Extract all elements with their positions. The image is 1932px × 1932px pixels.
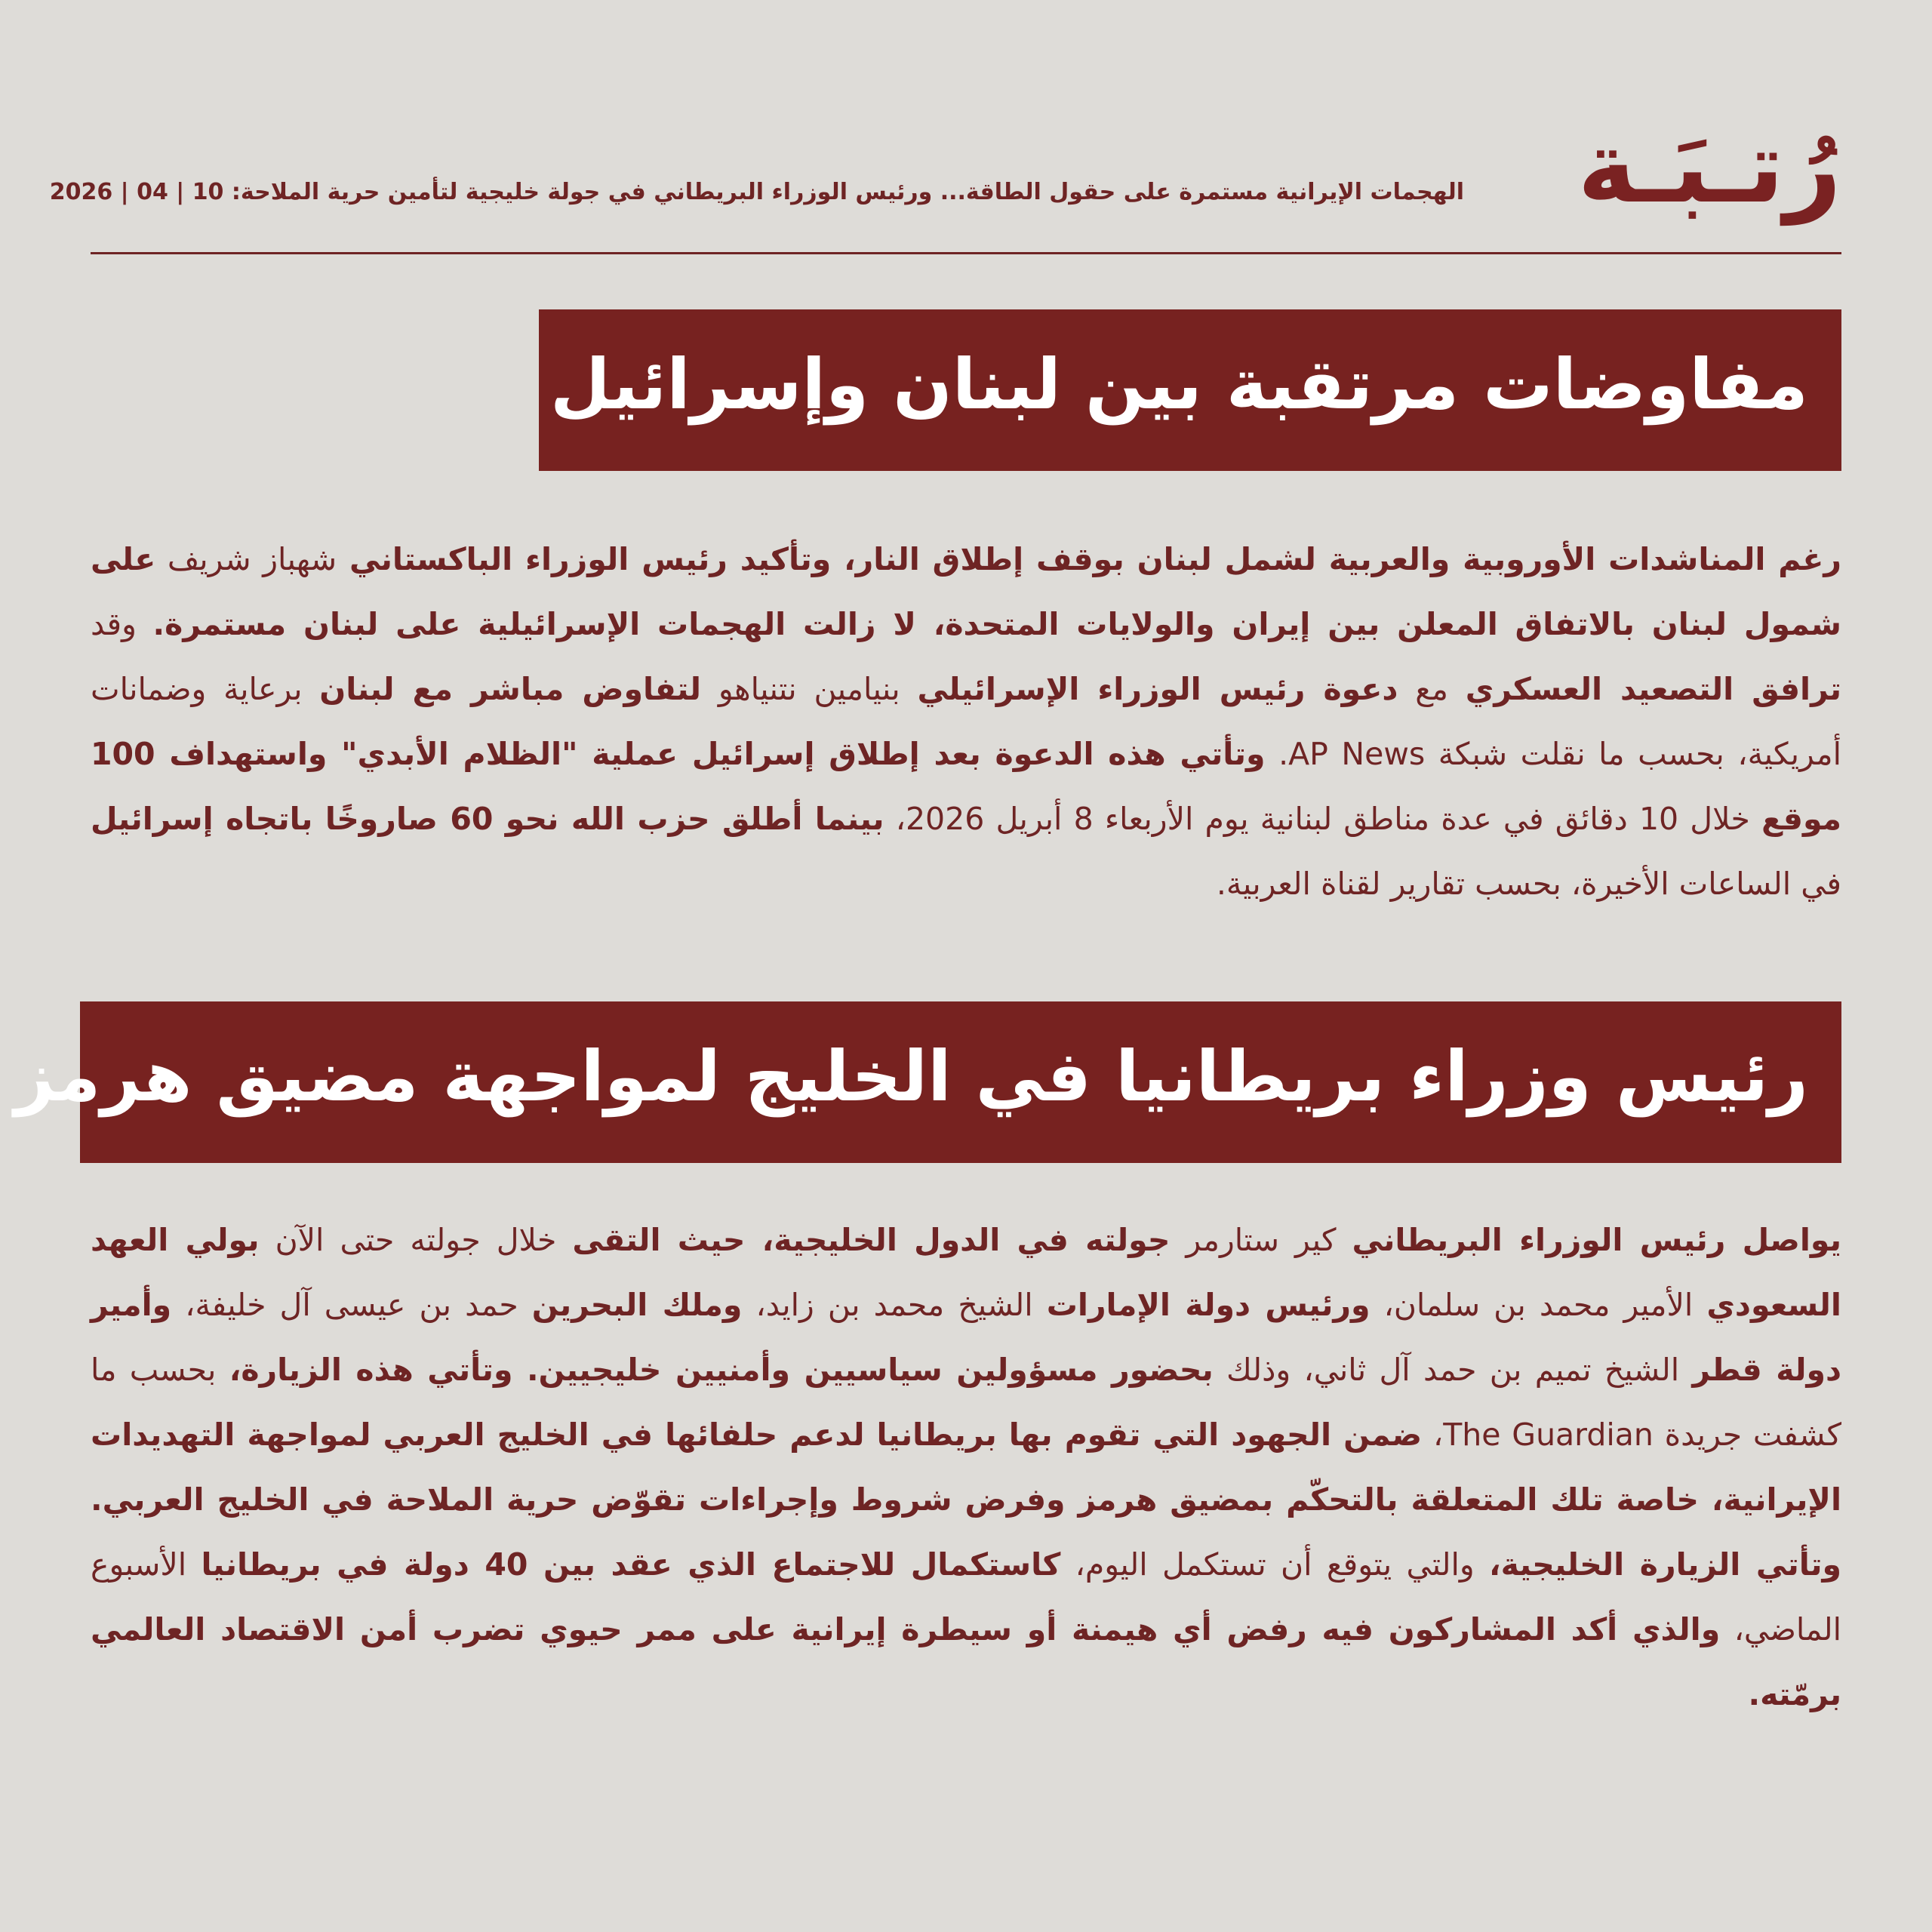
bold-text-segment: رغم المناشدات الأوروبية والعربية لشمل لبنان بوقف إطلاق النار، وتأكيد رئيس الوزراء الباكستاني xyxy=(337,541,1842,577)
text-segment: الأسبوع الماضي، xyxy=(91,1546,1841,1647)
bold-text-segment: ترافق التصعيد العسكري xyxy=(1465,671,1841,707)
bold-text-segment: يواصل رئيس الوزراء البريطاني xyxy=(1352,1222,1841,1258)
article-1-headline: مفاوضات مرتقبة بين لبنان وإسرائيل xyxy=(539,309,1841,471)
text-segment: شهباز شريف xyxy=(155,541,337,577)
article-2-body xyxy=(91,1208,1841,1727)
text-segment: خلال 10 دقائق في عدة مناطق لبنانية يوم الأربعاء 8 أبريل 2026، xyxy=(884,801,1762,837)
bold-text-segment: وملك البحرين xyxy=(531,1287,743,1323)
text-segment: خلال جولته حتى الآن xyxy=(259,1222,573,1258)
bold-text-segment: بحضور مسؤولين سياسيين وأمنيين خليجيين. وتأتي هذه الزيارة، xyxy=(229,1352,1214,1388)
article-2-headline: رئيس وزراء بريطانيا في الخليج لمواجهة مضيق هرمز xyxy=(80,1001,1841,1163)
bold-text-segment: بينما أطلق حزب الله نحو 60 صاروخًا باتجاه إسرائيل xyxy=(91,801,884,837)
bold-text-segment: والذي أكد المشاركون فيه رفض أي هيمنة أو سيطرة إيرانية على ممر حيوي تضرب أمن الاقتصاد العالمي برمّته. xyxy=(91,1611,1841,1712)
bold-text-segment: ضمن الجهود التي تقوم بها بريطانيا لدعم حلفائها في الخليج العربي لمواجهة التهديدات الإيرانية، خاصة تلك المتعلقة بالتحكّم بمضيق هرمز وفرض شروط وإجراءات تقوّض حرية الملاحة في الخليج العربي. وتأتي الزيارة الخليجية، xyxy=(91,1417,1842,1583)
page-header xyxy=(49,109,1841,226)
text-segment: مع xyxy=(1398,671,1466,707)
bold-text-segment: بولي العهد السعودي xyxy=(91,1222,1841,1323)
header-tagline: الهجمات الإيرانية مستمرة على حقول الطاقة... ورئيس الوزراء البريطاني في جولة خليجية لتأمين حرية الملاحة: 10 | 04 | 2026 xyxy=(49,179,1464,205)
text-segment: الأمير محمد بن سلمان، xyxy=(1370,1287,1707,1323)
bold-text-segment: وتأتي هذه الدعوة بعد إطلاق إسرائيل عملية "الظلام الأبدي" واستهداف 100 موقع xyxy=(91,736,1842,837)
text-segment: في الساعات الأخيرة، بحسب تقارير لقناة العربية. xyxy=(1216,866,1841,902)
brand-logo: رُتـبَـة xyxy=(1577,109,1841,226)
text-segment: بنيامين نتنياهو xyxy=(701,671,918,707)
bold-text-segment: كاستكمال للاجتماع الذي عقد بين 40 دولة في بريطانيا xyxy=(201,1546,1061,1583)
text-segment: والتي يتوقع أن تستكمل اليوم، xyxy=(1060,1546,1490,1583)
text-segment: وقد xyxy=(91,606,153,642)
article-1-body xyxy=(91,527,1841,916)
text-segment: بحسب ما كشفت جريدة The Guardian، xyxy=(91,1352,1841,1453)
text-segment: برعاية وضمانات أمريكية، بحسب ما نقلت شبكة AP News. xyxy=(91,671,1841,772)
bold-text-segment: جولته في الدول الخليجية، حيث التقى xyxy=(572,1222,1171,1258)
text-segment: الشيخ محمد بن زايد، xyxy=(742,1287,1047,1323)
text-segment: حمد بن عيسى آل خليفة، xyxy=(171,1287,532,1323)
bold-text-segment: على شمول لبنان بالاتفاق المعلن بين إيران والولايات المتحدة، لا زالت الهجمات الإسرائيلية على لبنان مستمرة. xyxy=(91,541,1842,642)
text-segment: الشيخ تميم بن حمد آل ثاني، وذلك xyxy=(1213,1352,1693,1388)
bold-text-segment: وأمير دولة قطر xyxy=(91,1287,1842,1388)
bold-text-segment: ورئيس دولة الإمارات xyxy=(1046,1287,1371,1323)
bold-text-segment: دعوة رئيس الوزراء الإسرائيلي xyxy=(917,671,1398,707)
header-divider xyxy=(91,252,1841,254)
text-segment: كير ستارمر xyxy=(1170,1222,1352,1258)
bold-text-segment: لتفاوض مباشر مع لبنان xyxy=(319,671,702,707)
